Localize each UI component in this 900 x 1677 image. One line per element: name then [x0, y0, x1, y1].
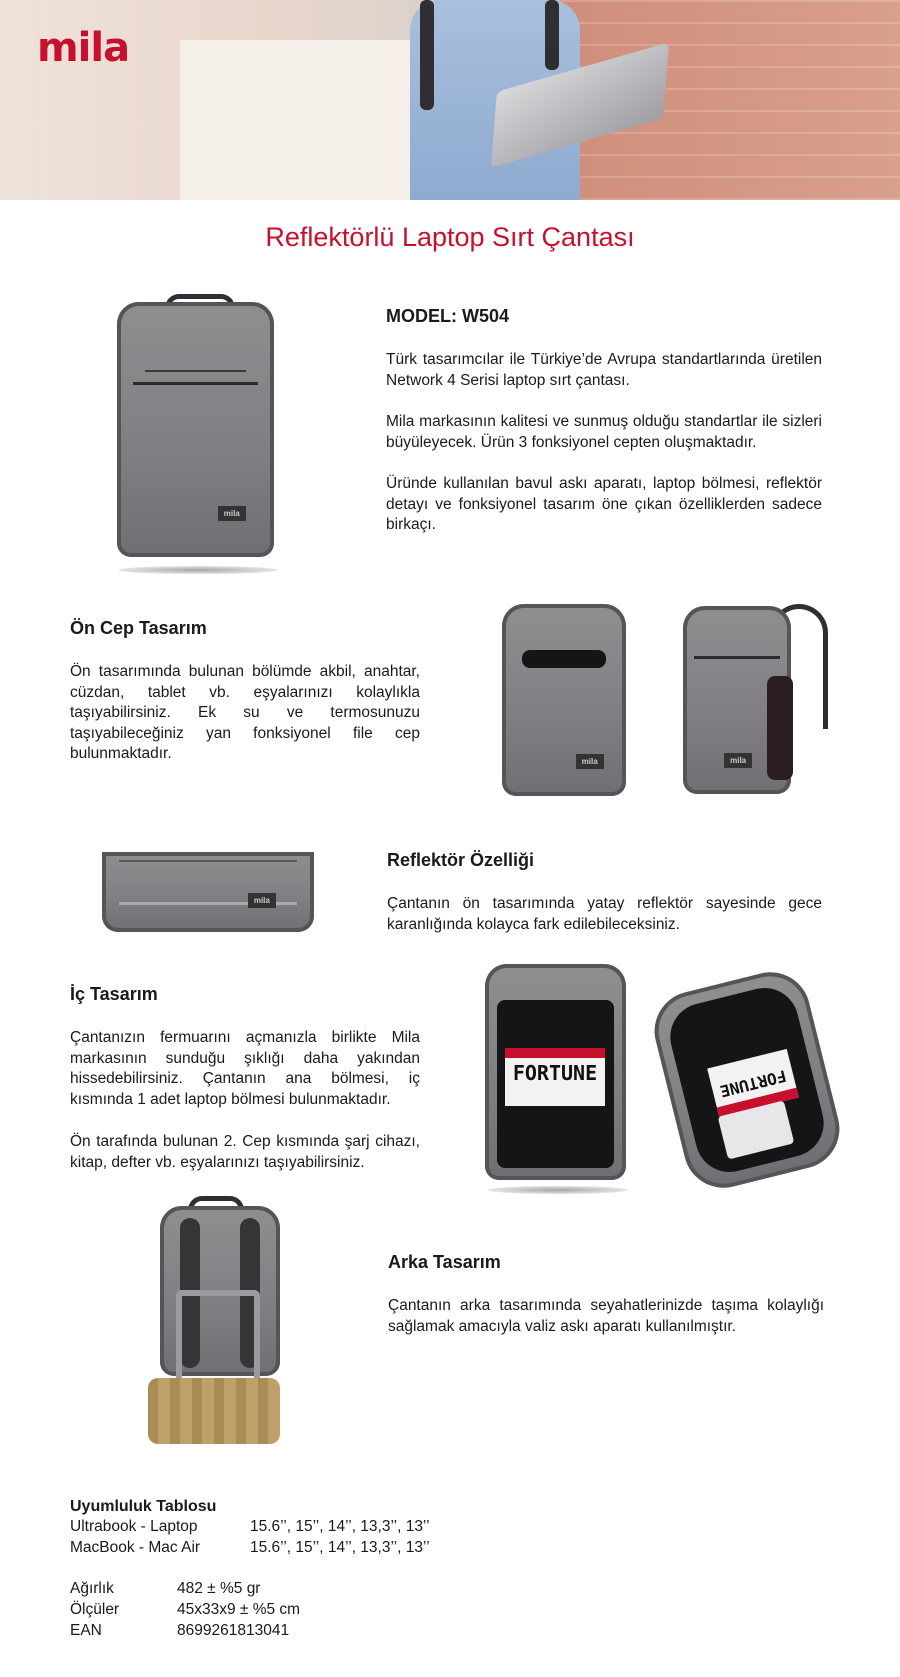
spec-value: 482 ± %5 gr — [177, 1580, 261, 1597]
compat-row-label: MacBook - Mac Air — [70, 1539, 201, 1556]
backpack-front-image — [117, 302, 274, 557]
bag-logo-tag: mila — [248, 893, 276, 908]
backpack-side-image — [683, 606, 791, 794]
hero-banner — [0, 0, 900, 200]
bag-logo-tag: mila — [218, 506, 246, 521]
brand-logo[interactable]: mila — [37, 25, 130, 71]
bag-logo-tag: mila — [576, 754, 604, 769]
front-pocket-heading: Ön Cep Tasarım — [70, 618, 207, 638]
spec-value: 8699261813041 — [177, 1622, 290, 1639]
compat-row-value: 15.6’’, 15’’, 14’’, 13,3’’, 13’’ — [250, 1539, 430, 1556]
interior-heading: İç Tasarım — [70, 984, 158, 1004]
magazine-title: FORTUNE — [512, 1061, 598, 1085]
bag-zipper — [133, 382, 259, 385]
model-paragraph-2: Mila markasının kalitesi ve sunmuş olduğu standartlar ile sizleri büyüleyecek. Ürün 3 fonksiyonel cepten oluşmaktadır. — [386, 413, 822, 451]
model-paragraph-3: Üründe kullanılan bavul askı aparatı, laptop bölmesi, reflektör detayı ve fonksiyonel tasarım öne çıkan özelliklerden sadece birkaçı. — [386, 475, 822, 533]
bag-zipper — [694, 656, 780, 659]
front-pocket-text: Ön tasarımında bulunan bölümde akbil, anahtar, cüzdan, tablet vb. eşyalarınızı kolaylıkla taşıyabilirsiniz. Ek su ve termosunuzu taşıyabileceğiniz yan fonksiyonel file cep bulunmaktadır. — [70, 663, 420, 762]
spec-label: EAN — [70, 1622, 102, 1639]
magazine-banner: NETFLIX’İN BÜYÜK MÜCADELESİ — [506, 1049, 604, 1056]
bag-logo-tag: mila — [724, 753, 752, 768]
hero-backpack-strap-right — [545, 0, 559, 70]
backpack-front-pocket-image — [502, 604, 626, 796]
bag-shadow — [488, 1186, 628, 1194]
spec-label: Ağırlık — [70, 1580, 114, 1597]
model-heading: MODEL: W504 — [386, 306, 510, 326]
reflector-text: Çantanın ön tasarımında yatay reflektör sayesinde gece karanlığında kolayca fark edilebileceksiniz. — [387, 895, 822, 933]
spec-label: Ölçüler — [70, 1601, 120, 1618]
model-paragraph-1: Türk tasarımcılar ile Türkiye’de Avrupa standartlarında üretilen Network 4 Serisi laptop sırt çantası. — [386, 351, 822, 389]
water-bottle-image — [767, 676, 793, 780]
reflector-strip — [119, 860, 297, 862]
compat-row-label: Ultrabook - Laptop — [70, 1518, 198, 1535]
magazine-title: FORTUNE — [718, 1066, 789, 1101]
magazine-image — [505, 1048, 605, 1106]
suitcase-image — [148, 1378, 280, 1444]
back-text: Çantanın arka tasarımında seyahatlerinizde taşıma kolaylığı sağlamak amacıyla valiz askı aparatı kullanılmıştır. — [388, 1297, 824, 1335]
reflector-closeup-image — [102, 852, 314, 932]
bag-pocket-opening — [522, 650, 606, 668]
bag-zipper — [145, 370, 246, 372]
compat-heading: Uyumluluk Tablosu — [70, 1498, 217, 1515]
spec-value: 45x33x9 ± %5 cm — [177, 1601, 301, 1618]
bag-shadow — [118, 566, 278, 574]
back-heading: Arka Tasarım — [388, 1252, 501, 1272]
interior-paragraph-1: Çantanızın fermuarını açmanızla birlikte Mila markasının sunduğu şıklığı daha yakından hissedebilirsiniz. Çantanın ana bölmesi, iç kısmında 1 adet laptop bölmesi bulunmaktadır. — [70, 1029, 420, 1108]
reflector-heading: Reflektör Özelliği — [387, 850, 535, 870]
page-title: Reflektörlü Laptop Sırt Çantası — [265, 222, 635, 252]
suitcase-handle — [176, 1290, 260, 1391]
hero-backpack-strap-left — [420, 0, 434, 110]
interior-paragraph-2: Ön tarafında bulunan 2. Cep kısmında şarj cihazı, kitap, defter vb. eşyalarınızı taşıyabilirsiniz. — [70, 1133, 420, 1171]
compat-row-value: 15.6’’, 15’’, 14’’, 13,3’’, 13’’ — [250, 1518, 430, 1535]
